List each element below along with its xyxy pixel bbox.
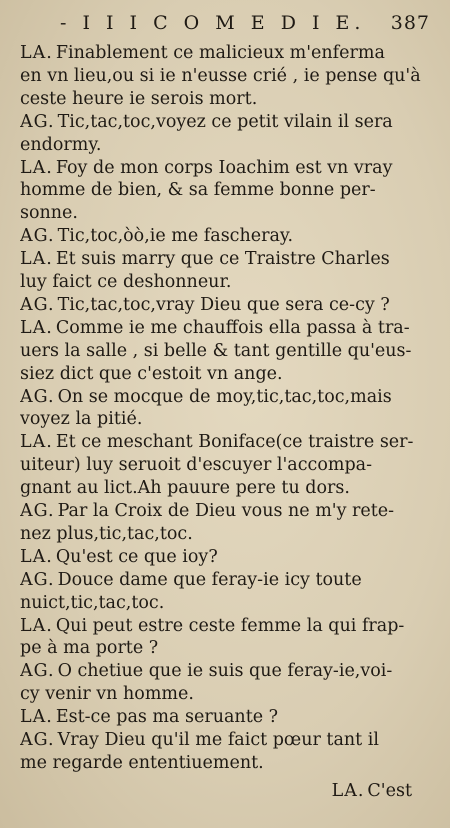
- speaker-label: AG.: [20, 730, 55, 750]
- speaker-label: AG.: [20, 294, 55, 315]
- line-text: O chetiue que ie suis que feray-ie,voi-: [57, 661, 393, 682]
- line-text: Comme ie me chauffois ella passa à tra-: [55, 317, 410, 338]
- speaker-label: LA.: [20, 43, 53, 63]
- text-line: [20, 179, 435, 202]
- speaker-label: LA.: [20, 157, 53, 178]
- text-line: [20, 65, 435, 88]
- speaker-label: LA.: [20, 707, 53, 728]
- line-text: Est-ce pas ma seruante ?: [55, 707, 279, 728]
- line-text: gnant au lict.Ah pauure pere tu dors.: [20, 478, 350, 499]
- line-text: ceste heure ie serois mort.: [20, 88, 258, 109]
- line-text: homme de bien, & sa femme bonne per-: [20, 180, 376, 201]
- speaker-label: LA.: [331, 781, 365, 801]
- speaker-label: AG.: [20, 111, 55, 132]
- speaker-label: LA.: [20, 317, 53, 338]
- text-line: [20, 683, 435, 706]
- text-line: [20, 752, 435, 775]
- text-line: [20, 88, 435, 111]
- speaker-label: LA.: [20, 546, 53, 567]
- speaker-label: AG.: [20, 501, 55, 521]
- text-line: [20, 134, 435, 157]
- text-line: [20, 363, 435, 386]
- line-text: endormy.: [20, 134, 102, 155]
- text-line: [20, 408, 435, 431]
- speaker-label: AG.: [20, 569, 55, 590]
- text-line: [20, 294, 435, 317]
- line-text: voyez la pitié.: [20, 409, 143, 430]
- speaker-label: LA.: [20, 615, 53, 636]
- line-text: Qui peut estre ceste femme la qui frap-: [55, 615, 405, 636]
- line-text: Et ce meschant Boniface(ce traistre ser-: [55, 432, 414, 453]
- text-line: [20, 523, 435, 546]
- line-text: uers la salle , si belle & tant gentille qu'eus-: [20, 340, 412, 361]
- line-text: Qu'est ce que ioy?: [55, 546, 218, 567]
- speaker-label: AG.: [20, 386, 55, 407]
- text-line: [20, 111, 435, 134]
- text-line: [20, 615, 435, 638]
- text-line: [20, 225, 435, 248]
- line-text: Tic,toc,òò,ie me fascheray.: [57, 226, 294, 247]
- line-text: pe à ma porte ?: [20, 638, 159, 659]
- text-line: [20, 592, 435, 615]
- line-text: nez plus,tic,tac,toc.: [20, 523, 193, 544]
- running-title: - I I I C O M E D I E.: [60, 12, 366, 34]
- text-line: [20, 157, 435, 180]
- speaker-label: LA.: [20, 249, 53, 270]
- line-text: Finablement ce malicieux m'enferma: [55, 43, 385, 63]
- text-line: [20, 42, 435, 65]
- speaker-label: LA.: [20, 432, 53, 453]
- line-text: Tic,tac,toc,vray Dieu que sera ce-cy ?: [57, 294, 390, 315]
- text-line: [20, 386, 435, 409]
- line-text: en vn lieu,ou si ie n'eusse crié , ie pense qu'à: [20, 65, 421, 86]
- text-line: [20, 546, 435, 569]
- text-line: [20, 317, 435, 340]
- text-line: [20, 637, 435, 660]
- speaker-label: AG.: [20, 661, 55, 682]
- line-text: sonne.: [20, 203, 78, 224]
- catchword: [332, 780, 412, 802]
- speaker-label: AG.: [20, 226, 55, 247]
- line-text: Tic,tac,toc,voyez ce petit vilain il sera: [57, 111, 393, 132]
- text-line: [20, 569, 435, 592]
- line-text: Par la Croix de Dieu vous ne m'y rete-: [57, 501, 395, 521]
- line-text: me regarde ententiuement.: [20, 752, 264, 773]
- line-text: On se mocque de moy,tic,tac,toc,mais: [57, 386, 392, 407]
- text-line: [20, 202, 435, 225]
- text-line: [20, 706, 435, 729]
- text-line: [20, 477, 435, 500]
- text-line: [20, 248, 435, 271]
- text-line: [20, 454, 435, 477]
- text-line: [20, 729, 435, 752]
- text-line: [20, 500, 435, 523]
- text-line: [20, 431, 435, 454]
- line-text: Et suis marry que ce Traistre Charles: [55, 249, 390, 270]
- line-text: siez dict que c'estoit vn ange.: [20, 363, 283, 384]
- text-line: [20, 660, 435, 683]
- line-text: cy venir vn homme.: [20, 684, 194, 705]
- line-text: luy faict ce deshonneur.: [20, 272, 232, 292]
- line-text: Vray Dieu qu'il me faict pœur tant il: [57, 730, 379, 750]
- text-line: [20, 271, 435, 294]
- line-text: Foy de mon corps Ioachim est vn vray: [55, 157, 393, 178]
- line-text: Douce dame que feray-ie icy toute: [57, 569, 362, 590]
- text-line: [20, 340, 435, 363]
- catchword-text: C'est: [367, 781, 412, 801]
- running-header: [60, 12, 430, 40]
- line-text: uiteur) luy seruoit d'escuyer l'accompa-: [20, 455, 373, 476]
- line-text: nuict,tic,tac,toc.: [20, 592, 165, 613]
- page-number: 387: [390, 12, 430, 34]
